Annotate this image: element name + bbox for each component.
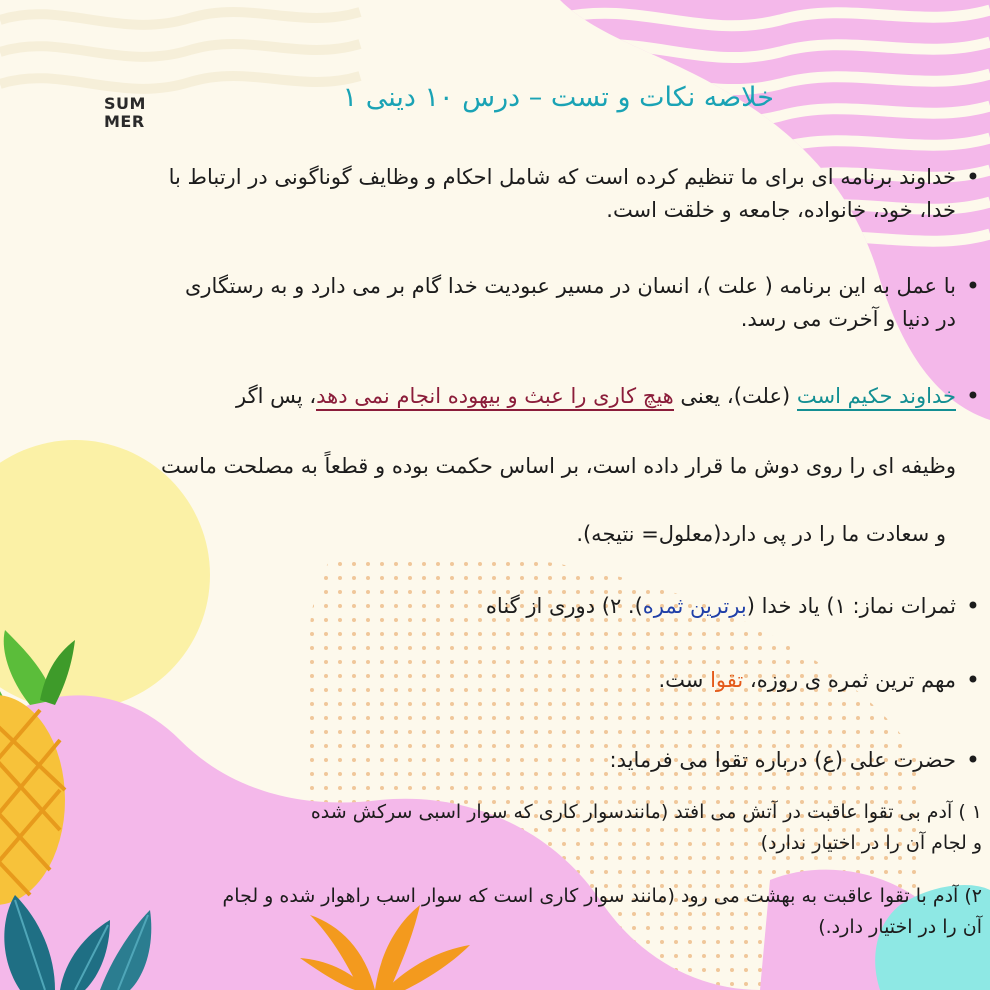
- point-8: ۲) آدم با تقوا عاقبت به بهشت می رود (مانند سوار کاری است که سوار اسب راهوار شده و لجام آن را در اختیار دارد.): [222, 885, 982, 938]
- highlight-god-is-wise: خداوند حکیم است: [797, 384, 956, 411]
- point-4: • ثمرات نماز: ۱) یاد خدا (برترین ثمره). ۲) دوری از گناه: [486, 590, 956, 623]
- point-6: • حضرت علی (ع) درباره تقوا می فرماید:: [610, 744, 957, 777]
- highlight-taqwa: تقوا: [710, 668, 744, 692]
- point-1: • خداوند برنامه ای برای ما تنظیم کرده است که شامل احکام و وظایف گوناگونی در ارتباط با خدا، خود، خانواده، جامعه و خلقت است.: [169, 161, 956, 227]
- point-7: ۱ ) آدم بی تقوا عاقبت در آتش می افتد (مانندسوار کاری که سوار اسبی سرکش شده و لجام آن را در اختیار ندارد): [310, 801, 982, 854]
- highlight-nothing-in-vain: هیچ کاری را عبث و بیهوده انجام نمی دهد: [316, 384, 674, 411]
- highlight-best-fruit: برترین ثمره: [642, 594, 747, 618]
- point-5: • مهم ترین ثمره ی روزه، تقوا ست.: [659, 664, 957, 697]
- point-3-line-1: • خداوند حکیم است (علت)، یعنی هیچ کاری را عبث و بیهوده انجام نمی دهد، پس اگر: [236, 380, 956, 413]
- point-3-line-3: و سعادت ما را در پی دارد(معلول= نتیجه).: [576, 522, 946, 546]
- point-3-line-2: وظیفه ای را روی دوش ما قرار داده است، بر اساس حکمت بوده و قطعاً به مصلحت ماست: [160, 454, 956, 478]
- point-3: [236, 380, 956, 413]
- page-title: خلاصه نکات و تست – درس ۱۰ دینی ۱: [342, 82, 774, 113]
- point-2: • با عمل به این برنامه ( علت )، انسان در مسیر عبودیت خدا گام بر می دارد و به رستگاری در دنیا و آخرت می رسد.: [185, 270, 956, 336]
- summer-logo: SUM MER: [104, 94, 146, 131]
